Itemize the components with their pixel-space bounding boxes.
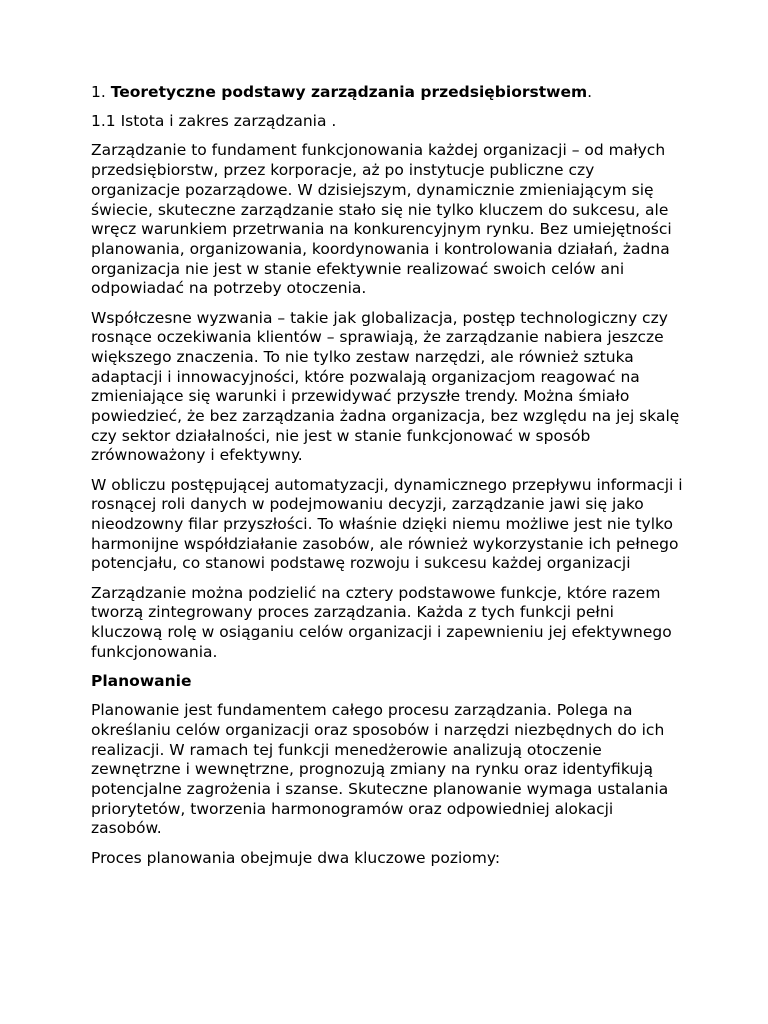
paragraph-planning: Planowanie jest fundamentem całego procesu zarządzania. Polega na określaniu celów organizacji oraz sposobów i narzędzi niezbędnych do ich realizacji. W ramach tej funkcji menedżerowie analizują otoczenie zewnętrzne i wewnętrzne, prognozują zmiany na rynku oraz identyfikują potencjalne zagrożenia i szanse. Skuteczne planowanie wymaga ustalania priorytetów, tworzenia harmonogramów oraz odpowiedniej alokacji zasobów. [91, 701, 669, 838]
paragraph-intro: Zarządzanie to fundament funkcjonowania każdej organizacji – od małych przedsiębiorstw, przez korporacje, aż po instytucje publiczne czy organizacje pozarządowe. W dzisiejszym, dynamicznie zmieniającym się świecie, skuteczne zarządzanie stało się nie tylko kluczem do sukcesu, ale wręcz warunkiem przetrwania na konkurencyjnym rynku. Bez umiejętności planowania, organizowania, koordynowania i kontrolowania działań, żadna organizacja nie jest w stanie efektywnie realizować swoich celów ani odpowiadać na potrzeby otoczenia. [91, 141, 672, 298]
paragraph-challenges: Współczesne wyzwania – takie jak globalizacja, postęp technologiczny czy rosnące oczekiwania klientów – sprawiają, że zarządzanie nabiera jeszcze większego znaczenia. To nie tylko zestaw narzędzi, ale również sztuka adaptacji i innowacyjności, które pozwalają organizacjom reagować na zmieniające się warunki i przewidywać przyszłe trendy. Można śmiało powiedzieć, że bez zarządzania żadna organizacja, bez względu na jej skalę czy sektor działalności, nie jest w stanie funkcjonować w sposób zrównoważony i efektywny. [91, 308, 680, 465]
chapter-title: Teoretyczne podstawy zarządzania przedsiębiorstwem [110, 83, 588, 101]
chapter-heading [91, 83, 687, 103]
chapter-title-suffix: . [587, 83, 593, 101]
section-title-planowanie: Planowanie [91, 671, 192, 690]
document-body [91, 83, 687, 878]
paragraph-planning-levels: Proces planowania obejmuje dwa kluczowe poziomy: [91, 848, 501, 867]
chapter-number: 1. [91, 83, 106, 101]
subchapter-heading: 1.1 Istota i zakres zarządzania . [91, 112, 337, 131]
paragraph-functions: Zarządzanie można podzielić na cztery podstawowe funkcje, które razem tworzą zintegrowany proces zarządzania. Każda z tych funkcji pełni kluczową rolę w osiąganiu celów organizacji i zapewnieniu jej efektywnego funkcjonowania. [91, 583, 672, 661]
paragraph-automation: W obliczu postępującej automatyzacji, dynamicznego przepływu informacji i rosnącej roli danych w podejmowaniu decyzji, zarządzanie jawi się jako nieodzowny filar przyszłości. To właśnie dzięki niemu możliwe jest nie tylko harmonijne współdziałanie zasobów, ale również wykorzystanie ich pełnego potencjału, co stanowi podstawę rozwoju i sukcesu każdej organizacji [91, 475, 683, 573]
